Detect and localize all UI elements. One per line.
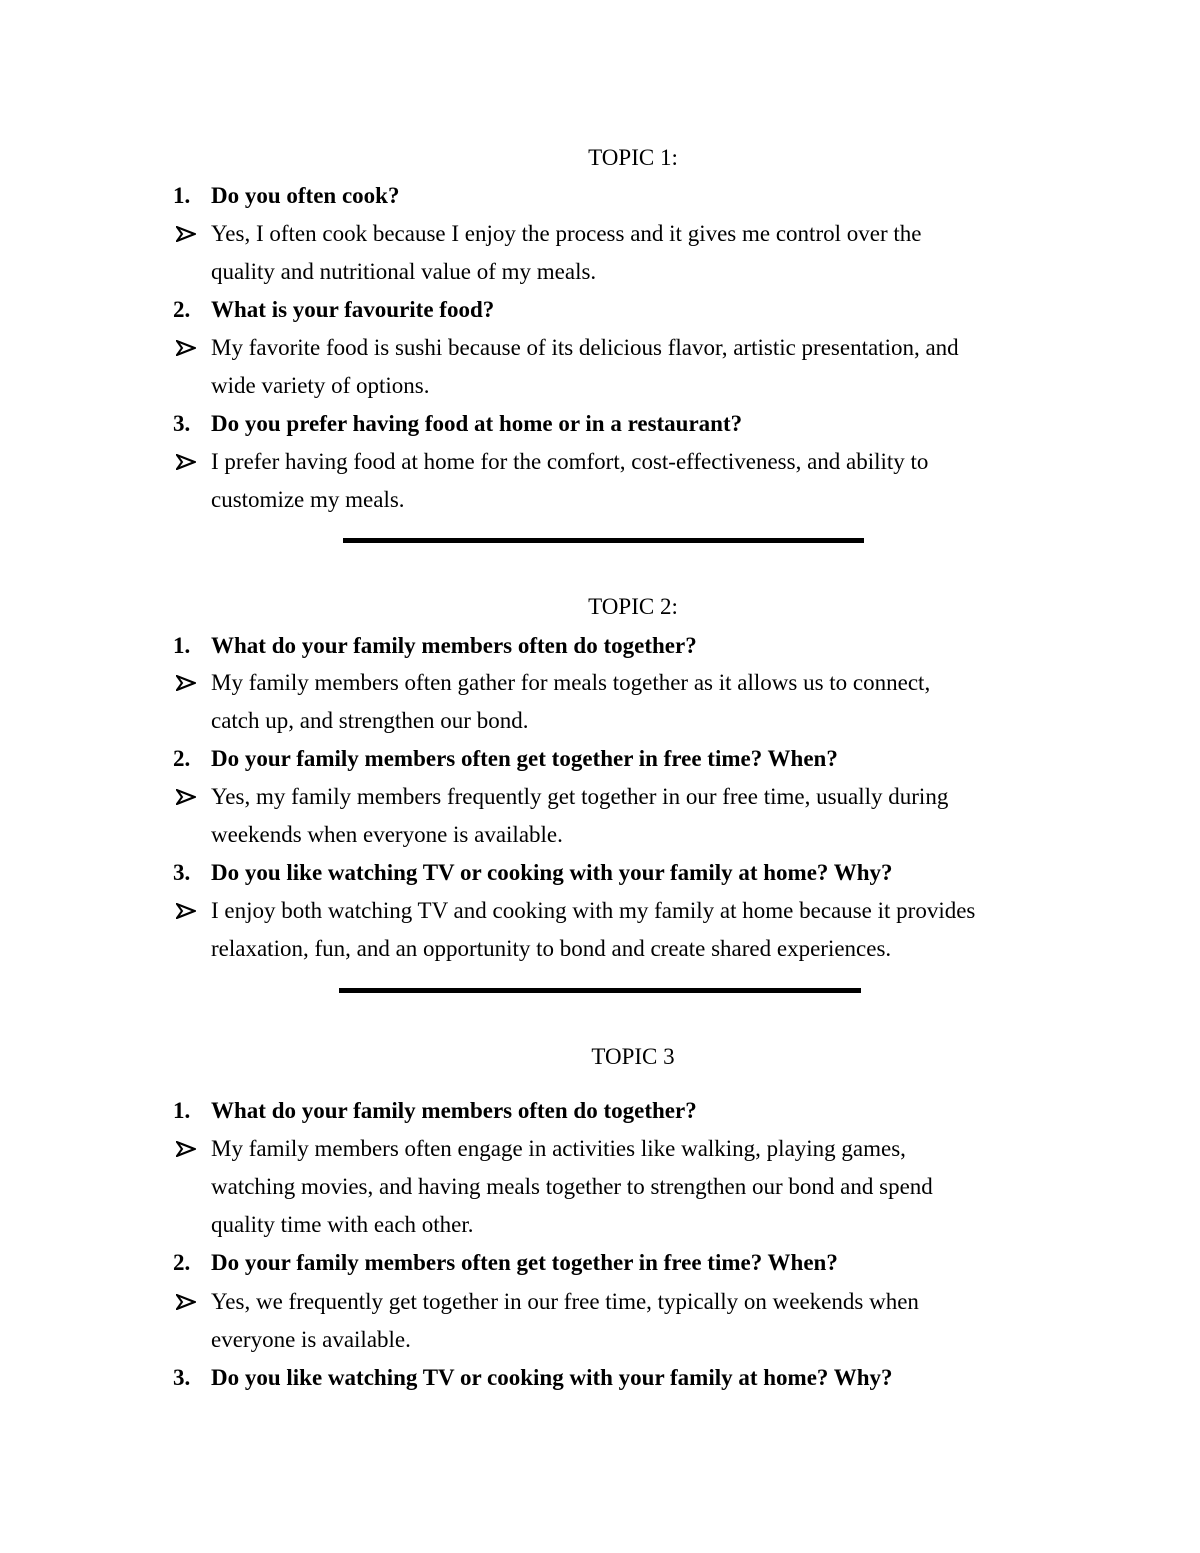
answer-line: Yes, I often cook because I enjoy the process and it gives me control over the (211, 221, 922, 246)
answer-line: I enjoy both watching TV and cooking with my family at home because it provides (211, 898, 976, 923)
question-number: 2. (173, 746, 191, 771)
answer-line: My favorite food is sushi because of its delicious flavor, artistic presentation, and (211, 335, 959, 360)
question-text: Do you often cook? (211, 183, 400, 208)
arrow-bullet-icon (176, 1133, 198, 1165)
question-number: 2. (173, 297, 191, 322)
section-divider (339, 988, 861, 993)
arrow-bullet-icon (176, 1286, 198, 1318)
topic-3-heading: TOPIC 3 (591, 1044, 675, 1069)
question-text: What is your favourite food? (211, 297, 495, 322)
question-text: Do your family members often get together in free time? When? (211, 1250, 838, 1275)
answer-line: wide variety of options. (211, 373, 430, 398)
arrow-bullet-icon (176, 332, 198, 364)
arrow-bullet-icon (176, 446, 198, 478)
topic-1-heading: TOPIC 1: (588, 145, 678, 170)
section-divider (343, 538, 864, 543)
answer-line: customize my meals. (211, 487, 405, 512)
question-text: Do you like watching TV or cooking with your family at home? Why? (211, 1365, 893, 1390)
question-number: 2. (173, 1250, 191, 1275)
arrow-bullet-icon (176, 781, 198, 813)
arrow-bullet-icon (176, 895, 198, 927)
answer-line: My family members often engage in activities like walking, playing games, (211, 1136, 906, 1161)
answer-line: Yes, we frequently get together in our free time, typically on weekends when (211, 1289, 919, 1314)
answer-line: weekends when everyone is available. (211, 822, 563, 847)
answer-line: quality time with each other. (211, 1212, 474, 1237)
answer-line: relaxation, fun, and an opportunity to bond and create shared experiences. (211, 936, 892, 961)
question-text: What do your family members often do together? (211, 1098, 697, 1123)
answer-line: watching movies, and having meals together to strengthen our bond and spend (211, 1174, 933, 1199)
answer-line: I prefer having food at home for the comfort, cost-effectiveness, and ability to (211, 449, 929, 474)
question-text: Do your family members often get together in free time? When? (211, 746, 838, 771)
topic-2-heading: TOPIC 2: (588, 594, 678, 619)
answer-line: My family members often gather for meals together as it allows us to connect, (211, 670, 931, 695)
question-text: What do your family members often do together? (211, 633, 697, 658)
arrow-bullet-icon (176, 667, 198, 699)
answer-line: everyone is available. (211, 1327, 411, 1352)
question-number: 3. (173, 860, 191, 885)
question-text: Do you like watching TV or cooking with your family at home? Why? (211, 860, 893, 885)
question-number: 1. (173, 633, 191, 658)
question-number: 1. (173, 1098, 191, 1123)
answer-line: catch up, and strengthen our bond. (211, 708, 529, 733)
answer-line: Yes, my family members frequently get together in our free time, usually during (211, 784, 949, 809)
question-number: 3. (173, 411, 191, 436)
question-number: 1. (173, 183, 191, 208)
answer-line: quality and nutritional value of my meals. (211, 259, 597, 284)
question-text: Do you prefer having food at home or in a restaurant? (211, 411, 743, 436)
question-number: 3. (173, 1365, 191, 1390)
arrow-bullet-icon (176, 218, 198, 250)
